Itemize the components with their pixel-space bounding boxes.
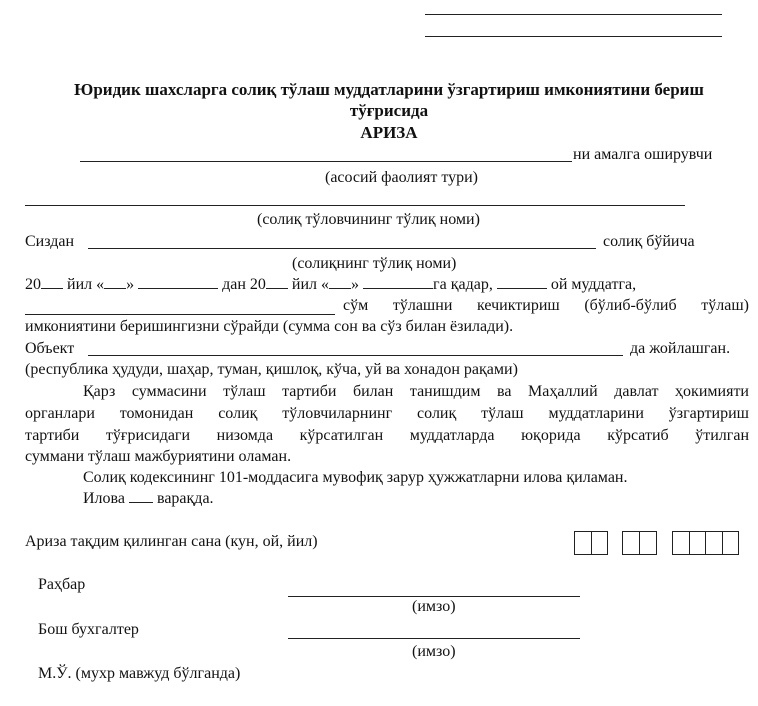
director-label: Раҳбар	[38, 576, 86, 593]
attachment-row	[83, 488, 214, 509]
date-range-row	[25, 274, 636, 295]
form-title: Юридик шахсларга солиқ тўлаш муддатларини ўзгартириш имкониятини бериш	[74, 80, 704, 99]
object-address-field[interactable]	[88, 355, 623, 356]
activity-field[interactable]	[80, 161, 572, 162]
address-caption: (республика ҳудуди, шаҳар, туман, қишлоқ, кўча, уй ва хонадон рақами)	[25, 361, 518, 378]
attach-suffix: варақда.	[156, 490, 214, 507]
tax-caption: (солиқнинг тўлиқ номи)	[292, 255, 457, 272]
months-field[interactable]	[497, 274, 547, 289]
object-suffix: да жойлашган.	[630, 340, 731, 357]
signature-caption: (имзо)	[412, 643, 456, 660]
date-text: йил «	[291, 276, 330, 293]
paragraph-2: Солиқ кодексининг 101-моддасига мувофиқ зарур ҳужжатларни илова қиламан.	[83, 469, 628, 486]
attach-prefix: Илова	[83, 490, 125, 507]
activity-caption: (асосий фаолият тури)	[325, 169, 478, 186]
date-text: ой муддатга,	[550, 276, 637, 293]
sum-text-2: имкониятини беришингизни сўрайди (сумма сон ва сўз билан ёзилади).	[25, 318, 514, 335]
paragraph-line: органлари томонидан солиқ тўловчиларнинг солиқ тўлаш муддатларини ўзгартириш	[25, 405, 749, 422]
from-label: Сиздан	[25, 233, 75, 250]
payer-caption: (солиқ тўловчининг тўлиқ номи)	[257, 211, 480, 228]
to-year-field[interactable]	[266, 274, 288, 289]
date-text: »	[351, 276, 360, 293]
amount-field[interactable]	[25, 314, 335, 315]
day-boxes[interactable]	[574, 531, 608, 555]
form-title-cont: тўғрисида	[349, 101, 429, 120]
paragraph-line: суммани тўлаш мажбуриятини оламан.	[25, 448, 292, 465]
pages-count-field[interactable]	[129, 488, 153, 503]
seal-label: М.Ў. (мухр мавжуд бўлганда)	[38, 665, 241, 682]
date-text: дан 20	[222, 276, 266, 293]
form-heading: АРИЗА	[360, 123, 418, 142]
from-day-field[interactable]	[104, 274, 126, 289]
from-year-field[interactable]	[41, 274, 63, 289]
submission-date-label: Ариза тақдим қилинган сана (кун, ой, йил)	[25, 533, 318, 550]
addressee-line-1[interactable]	[425, 14, 722, 15]
object-label: Объект	[25, 340, 75, 357]
payer-name-field[interactable]	[25, 205, 685, 206]
accountant-signature-field[interactable]	[288, 638, 580, 639]
date-text: 20	[25, 276, 41, 293]
activity-suffix: ни амалга оширувчи	[573, 146, 713, 163]
date-text: га қадар,	[433, 276, 493, 293]
paragraph-line: тартиби тўғрисидаги низомда кўрсатилган муддатларда юқорида кўрсатиб ўтилган	[25, 427, 749, 444]
to-month-field[interactable]	[363, 274, 433, 289]
accountant-label: Бош бухгалтер	[38, 621, 139, 638]
year-boxes[interactable]	[672, 531, 739, 555]
sum-text: сўм тўлашни кечиктириш (бўлиб-бўлиб тўлаш)	[343, 297, 749, 314]
from-month-field[interactable]	[138, 274, 218, 289]
date-text: йил «	[67, 276, 105, 293]
signature-caption: (имзо)	[412, 598, 456, 615]
to-day-field[interactable]	[329, 274, 351, 289]
month-boxes[interactable]	[622, 531, 657, 555]
addressee-line-2[interactable]	[425, 36, 722, 37]
tax-suffix: солиқ бўйича	[603, 233, 695, 250]
paragraph-line: Қарз суммасини тўлаш тартиби билан танишдим ва Маҳаллий давлат ҳокимияти	[83, 383, 749, 400]
date-text: »	[126, 276, 135, 293]
tax-name-field[interactable]	[88, 248, 596, 249]
